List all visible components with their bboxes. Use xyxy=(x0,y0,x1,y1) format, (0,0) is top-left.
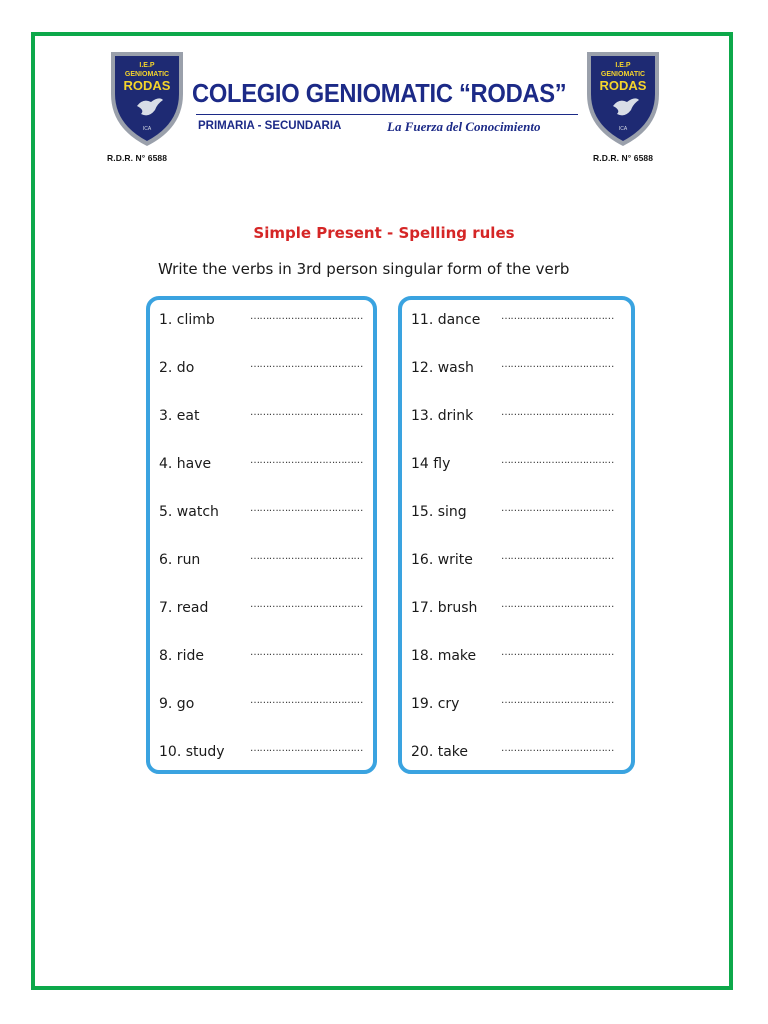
logo-city: ICA xyxy=(142,126,152,132)
logo-line-2: GENIOMATIC xyxy=(124,71,170,78)
worksheet-instruction: Write the verbs in 3rd person singular form of the verb xyxy=(158,260,570,278)
verb-item xyxy=(402,550,631,598)
registration-number-right: R.D.R. N° 6588 xyxy=(593,153,654,163)
answer-blank[interactable]: ……………………………… xyxy=(250,455,363,466)
verb-label: 15. sing xyxy=(411,504,467,520)
verb-item xyxy=(150,502,373,550)
answer-blank[interactable]: ……………………………… xyxy=(250,647,363,658)
verb-item xyxy=(402,742,631,790)
worksheet-title: Simple Present - Spelling rules xyxy=(253,224,515,242)
verb-item xyxy=(150,550,373,598)
answer-blank[interactable]: ……………………………… xyxy=(250,407,363,418)
answer-blank[interactable]: ……………………………… xyxy=(250,599,363,610)
verb-item xyxy=(402,598,631,646)
verb-label: 10. study xyxy=(159,744,225,760)
verb-label: 9. go xyxy=(159,696,195,712)
answer-blank[interactable]: ……………………………… xyxy=(501,359,614,370)
school-levels: PRIMARIA - SECUNDARIA xyxy=(198,120,342,132)
answer-blank[interactable]: ……………………………… xyxy=(501,551,614,562)
verb-label: 3. eat xyxy=(159,408,200,424)
verb-label: 20. take xyxy=(411,744,469,760)
verb-label: 4. have xyxy=(159,456,212,472)
verb-item xyxy=(150,358,373,406)
verb-item xyxy=(402,502,631,550)
answer-blank[interactable]: ……………………………… xyxy=(250,551,363,562)
school-name: COLEGIO GENIOMATIC “RODAS” xyxy=(192,80,567,108)
school-crest-logo-right xyxy=(585,48,661,148)
verb-label: 16. write xyxy=(411,552,473,568)
verb-label: 19. cry xyxy=(411,696,460,712)
answer-blank[interactable]: ……………………………… xyxy=(501,647,614,658)
answer-blank[interactable]: ……………………………… xyxy=(501,407,614,418)
verb-item xyxy=(150,454,373,502)
logo-line-1: I.E.P xyxy=(139,62,155,69)
verb-label: 12. wash xyxy=(411,360,474,376)
answer-blank[interactable]: ……………………………… xyxy=(250,311,363,322)
verb-item xyxy=(150,310,373,358)
verb-label: 6. run xyxy=(159,552,201,568)
answer-blank[interactable]: ……………………………… xyxy=(501,455,614,466)
school-crest-logo-left xyxy=(109,48,185,148)
verb-label: 1. climb xyxy=(159,312,215,328)
verb-item xyxy=(402,358,631,406)
verb-label: 17. brush xyxy=(411,600,478,616)
answer-blank[interactable]: ……………………………… xyxy=(501,503,614,514)
verb-list-left xyxy=(146,296,377,774)
verb-item xyxy=(402,406,631,454)
answer-blank[interactable]: ……………………………… xyxy=(250,503,363,514)
verb-item xyxy=(402,646,631,694)
logo-city: ICA xyxy=(618,126,628,132)
verb-label: 11. dance xyxy=(411,312,481,328)
header-divider xyxy=(196,114,578,115)
verb-item xyxy=(150,694,373,742)
answer-blank[interactable]: ……………………………… xyxy=(501,599,614,610)
verb-list-right xyxy=(398,296,635,774)
logo-line-3: RODAS xyxy=(123,78,171,93)
verb-label: 18. make xyxy=(411,648,477,664)
verb-item xyxy=(150,406,373,454)
verb-item xyxy=(402,694,631,742)
answer-blank[interactable]: ……………………………… xyxy=(250,743,363,754)
verb-label: 8. ride xyxy=(159,648,204,664)
answer-blank[interactable]: ……………………………… xyxy=(250,695,363,706)
verb-item xyxy=(150,598,373,646)
logo-line-2: GENIOMATIC xyxy=(600,71,646,78)
logo-line-3: RODAS xyxy=(599,78,647,93)
verb-label: 7. read xyxy=(159,600,209,616)
answer-blank[interactable]: ……………………………… xyxy=(501,311,614,322)
verb-label: 5. watch xyxy=(159,504,219,520)
registration-number-left: R.D.R. N° 6588 xyxy=(107,153,168,163)
verb-item xyxy=(402,310,631,358)
school-motto: La Fuerza del Conocimiento xyxy=(387,119,541,134)
verb-label: 14 fly xyxy=(411,456,451,472)
verb-label: 2. do xyxy=(159,360,195,376)
verb-label: 13. drink xyxy=(411,408,474,424)
answer-blank[interactable]: ……………………………… xyxy=(250,359,363,370)
verb-item xyxy=(150,742,373,790)
answer-blank[interactable]: ……………………………… xyxy=(501,743,614,754)
verb-item xyxy=(150,646,373,694)
verb-item xyxy=(402,454,631,502)
answer-blank[interactable]: ……………………………… xyxy=(501,695,614,706)
logo-line-1: I.E.P xyxy=(615,62,631,69)
